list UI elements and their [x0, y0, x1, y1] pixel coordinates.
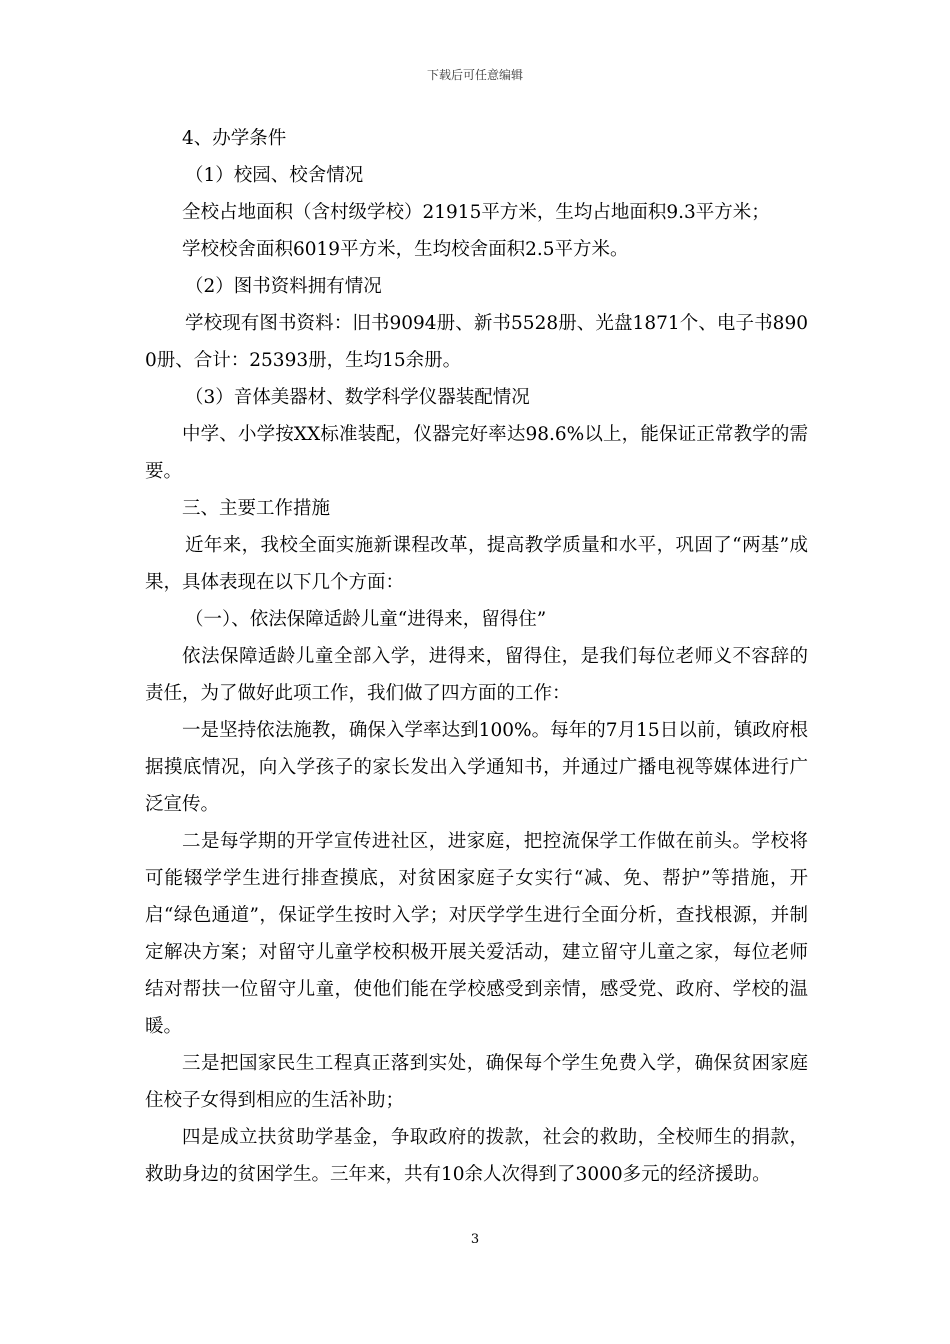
page-header: 下载后可任意编辑: [426, 68, 523, 82]
section-heading-main-measures: 三、主要工作措施: [182, 498, 331, 519]
page-number: 3: [470, 1232, 480, 1247]
section-heading-school-conditions: 4、办学条件: [182, 128, 287, 149]
paragraph-measure-two: 二是每学期的开学宣传进社区，进家庭，把控流保学工作做在前头。学校将可能辍学学生进行排查摸底，对贫困家庭子女实行“减、免、帮护”等措施，开启“绿色通道”，保证学生按时入学；对厌学学生进行全面分析，查找根源，并制定解决方案；对留守儿童学校积极开展关爱活动，建立留守儿童之家，每位老师结对帮扶一位留守儿童，使他们能在学校感受到亲情，感受党、政府、学校的温暖。: [145, 831, 808, 1037]
paragraph-measure-four: 四是成立扶贫助学基金，争取政府的拨款，社会的救助，全校师生的捐款，救助身边的贫困学生。三年来，共有10余人次得到了3000多元的经济援助。: [145, 1127, 808, 1185]
paragraph-books: 学校现有图书资料：旧书9094册、新书5528册、光盘1871个、电子书8900册、合计：25393册，生均15余册。: [145, 313, 808, 371]
paragraph-measure-one: 一是坚持依法施教，确保入学率达到100%。每年的7月15日以前，镇政府根据摸底情况，向入学孩子的家长发出入学通知书，并通过广播电视等媒体进行广泛宣传。: [145, 720, 808, 815]
paragraph-equipment: 中学、小学按XX标准装配，仪器完好率达98.6%以上，能保证正常教学的需要。: [145, 424, 808, 482]
subheading-books: （2）图书资料拥有情况: [185, 276, 382, 297]
paragraph-enrollment-duty: 依法保障适龄儿童全部入学，进得来，留得住，是我们每位老师义不容辞的责任，为了做好此项工作，我们做了四方面的工作：: [145, 646, 808, 704]
subheading-enrollment: （一）、依法保障适龄儿童“进得来，留得住”: [185, 609, 547, 630]
subheading-equipment: （3）音体美器材、数学科学仪器装配情况: [185, 387, 530, 408]
subheading-campus: （1）校园、校舍情况: [185, 165, 364, 186]
paragraph-campus-area: 全校占地面积（含村级学校）21915平方米，生均占地面积9.3平方米；: [182, 202, 770, 223]
paragraph-curriculum-reform: 近年来，我校全面实施新课程改革，提高教学质量和水平，巩固了“两基”成果，具体表现在以下几个方面：: [145, 535, 808, 593]
document-body: [145, 120, 808, 1193]
paragraph-building-area: 学校校舍面积6019平方米，生均校舍面积2.5平方米。: [182, 239, 629, 260]
paragraph-measure-three: 三是把国家民生工程真正落到实处，确保每个学生免费入学，确保贫困家庭住校子女得到相应的生活补助；: [145, 1053, 808, 1111]
